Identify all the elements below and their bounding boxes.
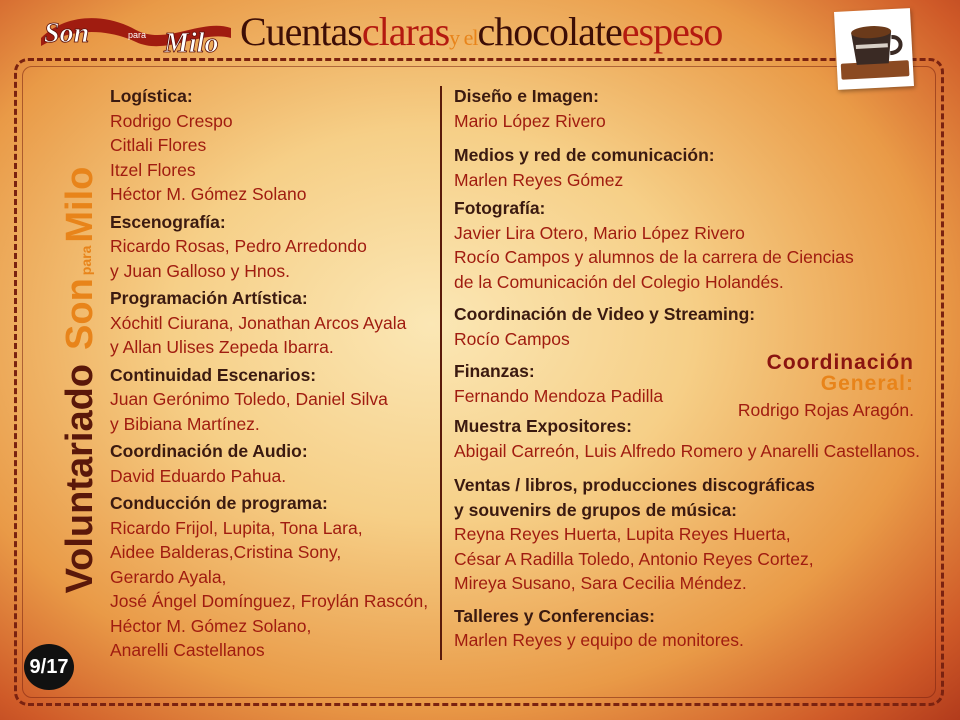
section-heading: Coordinación de Audio: [110, 441, 308, 461]
coordination-subtitle: General: [820, 372, 914, 395]
section-heading: Finanzas: [454, 361, 535, 381]
credit-line: de la Comunicación del Colegio Holandés. [454, 271, 784, 292]
credit-line: y Juan Galloso y Hnos. [110, 260, 290, 281]
credit-line: Aidee Balderas,Cristina Sony, [110, 542, 342, 562]
section-heading: Ventas / libros, producciones discográficas [454, 475, 815, 495]
credit-section [454, 196, 934, 294]
vertical-volunteer-title [55, 100, 105, 660]
credit-line: David Eduardo Pahua. [110, 465, 287, 486]
credit-line: Rocío Campos [454, 328, 570, 349]
title-word-chocolate: chocolate [477, 9, 622, 54]
title-word-espeso: espeso [621, 9, 723, 54]
credit-line: Mireya Susano, Sara Cecilia Méndez. [454, 573, 747, 593]
credit-section [110, 210, 440, 284]
credit-line: José Ángel Domínguez, Froylán Rascón, [110, 591, 429, 611]
column-divider [440, 86, 442, 660]
coordination-name: Rodrigo Rojas Aragón. [737, 400, 914, 420]
credit-section [454, 302, 934, 351]
credit-line: Reyna Reyes Huerta, Lupita Reyes Huerta, [454, 524, 791, 544]
header [0, 0, 960, 58]
credit-line: Rocío Campos y alumnos de la carrera de Ciencias [454, 247, 854, 267]
left-credits-column [110, 84, 440, 666]
section-heading: Diseño e Imagen: [454, 86, 599, 106]
credit-line: Ricardo Frijol, Lupita, Tona Lara, [110, 517, 363, 538]
milo-text: Milo [58, 166, 101, 243]
credit-section [454, 414, 934, 463]
credit-line: Ricardo Rosas, Pedro Arredondo [110, 236, 367, 256]
son-para-milo-logo [36, 8, 236, 58]
title-word-cuentas: Cuentas [240, 9, 362, 54]
credit-section [454, 143, 934, 192]
section-heading: Continuidad Escenarios: [110, 364, 317, 385]
credit-line: Xóchitl Ciurana, Jonathan Arcos Ayala [110, 312, 407, 333]
page-number-badge: 9/17 [24, 644, 74, 690]
credit-line: Rodrigo Crespo [110, 110, 233, 131]
title-word-yel: y el [449, 25, 478, 50]
credit-line: Marlen Reyes y equipo de monitores. [454, 630, 744, 650]
volunteer-text: Voluntariado [58, 363, 101, 594]
son-text: Son [58, 278, 101, 350]
credit-line: Héctor M. Gómez Solano [110, 184, 307, 204]
logo-son: Son [44, 18, 90, 49]
credit-line: Anarelli Castellanos [110, 640, 265, 660]
cup-icon [834, 8, 914, 90]
chocolate-cup-photo [834, 8, 914, 90]
credit-line: y Allan Ulises Zepeda Ibarra. [110, 337, 334, 357]
section-heading: Logística: [110, 86, 193, 106]
credit-line: Juan Gerónimo Toledo, Daniel Silva [110, 389, 388, 409]
credit-line: Fernando Mendoza Padilla [454, 385, 664, 406]
credit-line: Gerardo Ayala, [110, 566, 227, 587]
general-coordination [738, 352, 914, 421]
credit-line: Marlen Reyes Gómez [454, 169, 624, 190]
credit-line: Itzel Flores [110, 159, 196, 180]
credit-line: Héctor M. Gómez Solano, [110, 615, 312, 636]
credit-section [110, 84, 440, 207]
title-word-claras: claras [361, 9, 450, 54]
section-heading: Medios y red de comunicación: [454, 145, 715, 165]
credit-section [454, 604, 934, 653]
credit-line: Javier Lira Otero, Mario López Rivero [454, 222, 745, 243]
section-heading: Programación Artística: [110, 288, 308, 308]
para-text: para [78, 245, 94, 276]
section-heading: Escenografía: [110, 211, 226, 232]
page-title [240, 8, 722, 55]
coordination-title: Coordinación [766, 351, 914, 374]
credit-line: Citlali Flores [110, 135, 207, 155]
logo-para: para [128, 30, 147, 40]
section-heading: Fotografía: [454, 198, 546, 218]
credit-line: César A Radilla Toledo, Antonio Reyes Cortez, [454, 548, 814, 569]
section-heading: Talleres y Conferencias: [454, 605, 656, 626]
credit-line: y Bibiana Martínez. [110, 413, 260, 434]
section-heading-continued: y souvenirs de grupos de música: [454, 499, 737, 520]
logo-milo: Milo [164, 28, 219, 58]
section-heading: Muestra Expositores: [454, 416, 632, 436]
section-heading: Conducción de programa: [110, 493, 328, 513]
credit-section [454, 84, 934, 133]
section-heading: Coordinación de Video y Streaming: [454, 304, 756, 324]
credit-line: Abigail Carreón, Luis Alfredo Romero y Anarelli Castellanos. [454, 440, 920, 461]
credit-section [110, 286, 440, 360]
credit-section [454, 473, 934, 596]
credit-section [110, 363, 440, 437]
credit-section [110, 491, 440, 663]
credit-section [110, 439, 440, 488]
credit-line: Mario López Rivero [454, 110, 606, 131]
